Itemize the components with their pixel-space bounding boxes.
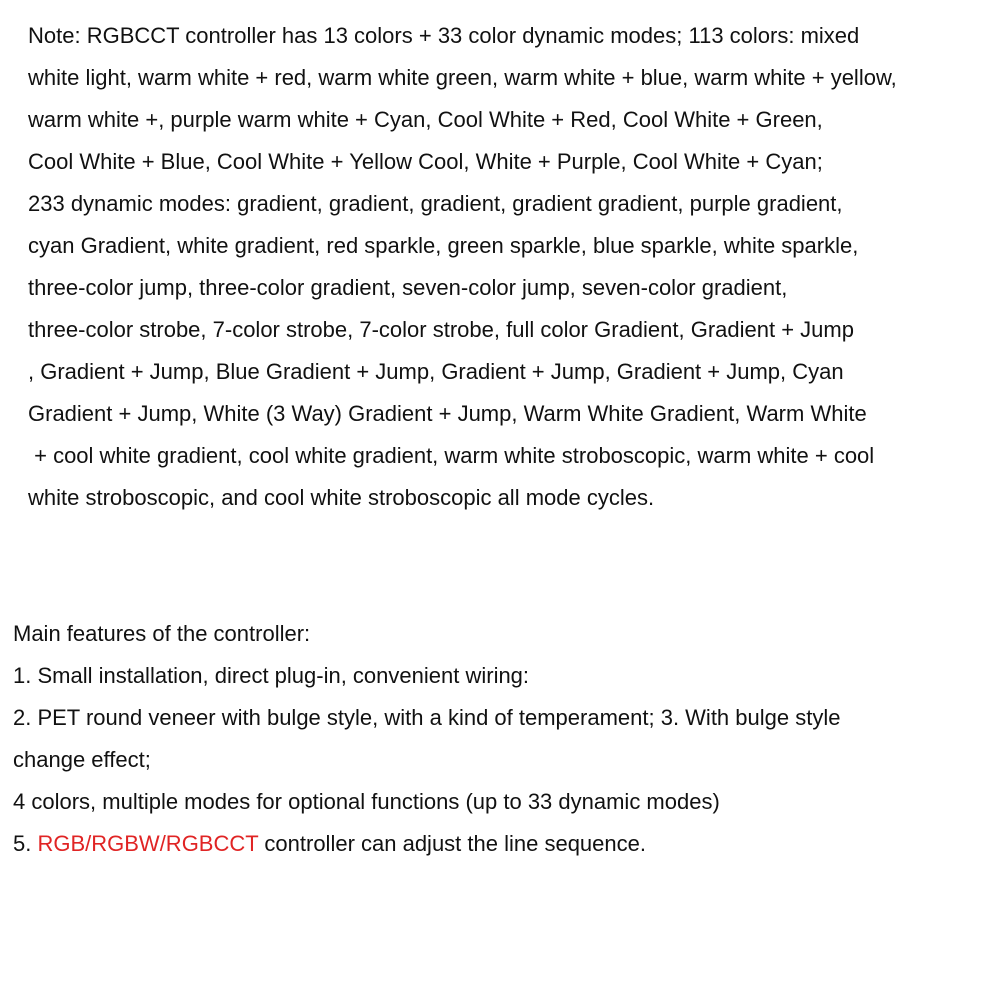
note-line-6: cyan Gradient, white gradient, red sparkle, green sparkle, blue sparkle, white sparkle, bbox=[28, 233, 859, 258]
note-paragraph bbox=[28, 15, 993, 519]
note-line-11: + cool white gradient, cool white gradient, warm white stroboscopic, warm white + cool bbox=[28, 443, 875, 468]
note-line-5: 233 dynamic modes: gradient, gradient, gradient, gradient gradient, purple gradient, bbox=[28, 191, 843, 216]
note-line-12: white stroboscopic, and cool white stroboscopic all mode cycles. bbox=[28, 485, 655, 510]
feature-item-5 bbox=[13, 823, 978, 865]
feature-item-2-line-1: 2. PET round veneer with bulge style, with a kind of temperament; 3. With bulge style bbox=[13, 705, 841, 730]
feature-item-5-suffix: controller can adjust the line sequence. bbox=[258, 831, 646, 856]
features-title: Main features of the controller: bbox=[13, 621, 311, 646]
note-line-10: Gradient + Jump, White (3 Way) Gradient + Jump, Warm White Gradient, Warm White bbox=[28, 401, 867, 426]
note-line-7: three-color jump, three-color gradient, seven-color jump, seven-color gradient, bbox=[28, 275, 788, 300]
controller-types-highlight: RGB/RGBW/RGBCCT bbox=[37, 831, 259, 856]
feature-item-1: 1. Small installation, direct plug-in, convenient wiring: bbox=[13, 663, 530, 688]
feature-item-4: 4 colors, multiple modes for optional functions (up to 33 dynamic modes) bbox=[13, 789, 720, 814]
note-line-2: white light, warm white + red, warm white green, warm white + blue, warm white + yellow, bbox=[28, 65, 897, 90]
note-line-4: Cool White + Blue, Cool White + Yellow Cool, White + Purple, Cool White + Cyan; bbox=[28, 149, 823, 174]
features-section bbox=[13, 613, 978, 865]
note-line-8: three-color strobe, 7-color strobe, 7-color strobe, full color Gradient, Gradient + Jump bbox=[28, 317, 854, 342]
feature-item-2-line-2: change effect; bbox=[13, 747, 151, 772]
feature-item-5-prefix: 5. bbox=[13, 831, 38, 856]
note-line-9: , Gradient + Jump, Blue Gradient + Jump, Gradient + Jump, Gradient + Jump, Cyan bbox=[28, 359, 844, 384]
note-line-1: Note: RGBCCT controller has 13 colors + 33 color dynamic modes; 113 colors: mixed bbox=[28, 23, 860, 48]
note-line-3: warm white +, purple warm white + Cyan, Cool White + Red, Cool White + Green, bbox=[28, 107, 823, 132]
